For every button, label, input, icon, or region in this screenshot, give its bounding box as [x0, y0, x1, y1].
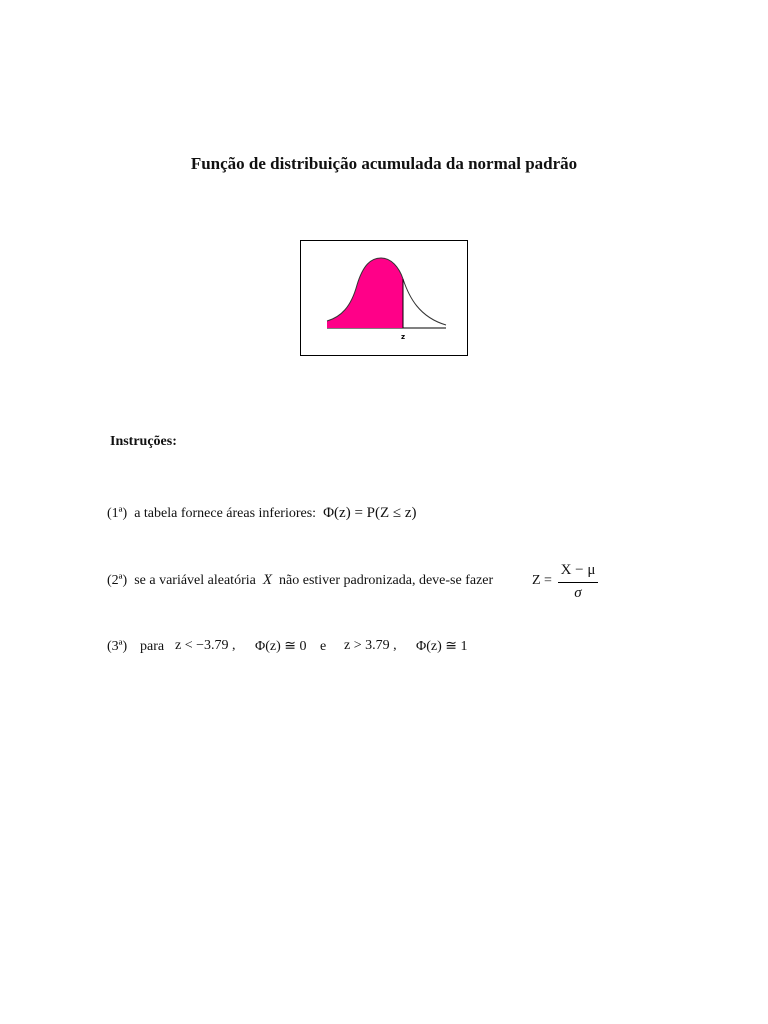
standardization-fraction — [558, 562, 598, 602]
item-number: (1ª) — [107, 506, 128, 521]
shaded-area — [327, 258, 403, 328]
result-lower: Φ(z) ≅ 0 — [255, 639, 307, 654]
condition-upper: z > 3.79 , — [344, 638, 397, 653]
variable-x: X — [262, 572, 273, 588]
result-upper: Φ(z) ≅ 1 — [416, 639, 468, 654]
normal-curve-figure — [300, 240, 468, 356]
fraction-numerator: X − μ — [558, 562, 598, 583]
item-3-number: (3ª) — [107, 639, 128, 654]
z-axis-label: z — [400, 333, 406, 341]
item-text-before: se a variável aleatória — [134, 573, 256, 588]
instruction-item-1 — [107, 505, 417, 522]
item-text-after: não estiver padronizada, deve-se fazer — [279, 573, 494, 588]
normal-curve-svg — [301, 241, 469, 357]
cdf-formula: Φ(z) = P(Z ≤ z) — [323, 505, 417, 521]
item-3-para: para — [140, 639, 165, 654]
item-3-e: e — [320, 639, 327, 654]
page-title: Função de distribuição acumulada da normal padrão — [190, 154, 578, 173]
standardization-lhs: Z = — [532, 573, 552, 588]
item-number: (2ª) — [107, 573, 128, 588]
item-text: a tabela fornece áreas inferiores: — [134, 506, 317, 521]
fraction-denominator: σ — [574, 585, 582, 601]
condition-lower: z < −3.79 , — [175, 638, 236, 653]
instruction-item-2 — [107, 572, 493, 589]
instructions-heading: Instruções: — [110, 434, 177, 449]
